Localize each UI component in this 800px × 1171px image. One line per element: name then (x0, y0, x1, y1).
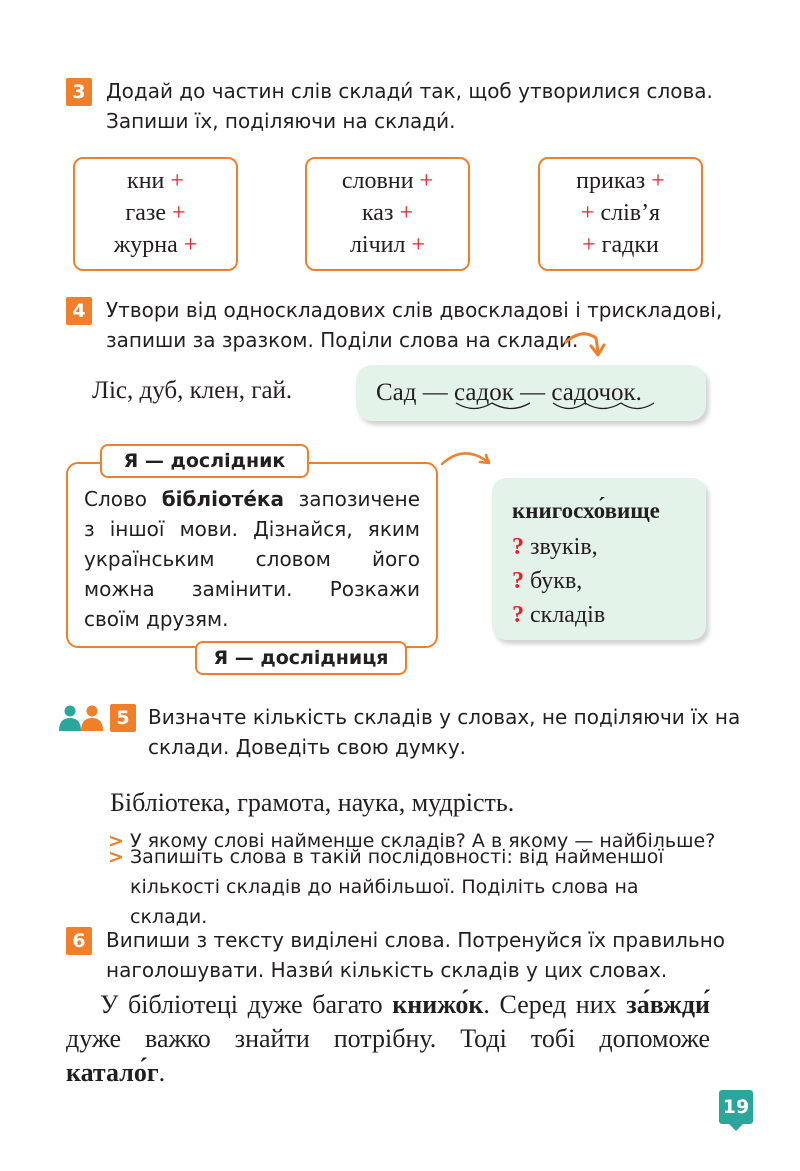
curved-arrow-icon (440, 446, 494, 470)
word-box-3 (538, 157, 703, 271)
bullet-marker: > (108, 846, 124, 868)
task5-instruction (148, 702, 740, 762)
word-part: каз + (362, 200, 413, 226)
task6-line2: наголошувати. Назви́ кількість складів у цих словах. (106, 958, 668, 982)
research-text: Слово бібліоте́ка запозичене з іншої мови. Дізнайся, яким українським словом його можна замінити. Розкажи своїм друзям. (84, 487, 420, 631)
highlighted-word: катало́г (66, 1058, 159, 1087)
task5-line2: склади. Доведіть свою думку. (148, 735, 467, 759)
analysis-word: книгосхо́вище (512, 498, 660, 523)
task-number-4: 4 (66, 297, 92, 325)
task3-instruction (106, 76, 713, 136)
task5-line1: Визначте кількість складів у словах, не поділяючи їх на (148, 705, 741, 729)
task3-line2: Запиши їх, поділяючи на склади́. (106, 109, 456, 133)
sample-dash: — (422, 379, 448, 406)
task-number-6: 6 (66, 927, 92, 955)
reading-passage: У бібліотеці дуже багато книжо́к. Серед них за́вжди́ дуже важко знайти потрібну. Тоді тобі допоможе катало́г. (66, 990, 711, 1087)
analysis-item: ? складів (512, 602, 606, 628)
word-part: + гадки (582, 232, 659, 258)
page-number: 19 (719, 1090, 753, 1124)
task3-line1: Додай до частин слів склади́ так, щоб утворилися слова. (106, 79, 713, 103)
task6-instruction (106, 925, 725, 985)
pair-work-icon (58, 704, 104, 732)
page-tab-pointer-icon (728, 1123, 744, 1132)
tag-researcher-female: Я — дослідниця (195, 641, 407, 675)
word-analysis-box (492, 478, 706, 640)
bullet-2-line2: кількості складів до найбільшої. Поділіть слова на склади. (130, 876, 639, 928)
highlighted-word: книжо́к (392, 990, 484, 1019)
task-number-5: 5 (110, 704, 136, 732)
task4-instruction (106, 295, 722, 355)
analysis-item: ? букв, (512, 568, 583, 594)
word-box-2 (305, 157, 470, 271)
task6-line1: Випиши з тексту виділені слова. Потренуйся їх правильно (106, 928, 726, 952)
syllable-arcs-icon (454, 401, 532, 413)
word-part: кни + (127, 168, 184, 194)
sample-dash: — (520, 379, 546, 406)
word-part: + слів’я (580, 200, 661, 226)
word-part: лічил + (349, 232, 426, 258)
task5-words: Бібліотека, грамота, наука, мудрість. (110, 788, 515, 817)
syllable-arcs-icon (551, 401, 657, 413)
research-box (66, 462, 438, 648)
sample-box: Сад — садок — садочок . (356, 365, 706, 421)
word-part: приказ + (576, 168, 665, 194)
bullet-marker: > (108, 830, 124, 852)
word-part: газе + (125, 200, 186, 226)
task4-line1: Утвори від односкладових слів двоскладові і трискладові, (106, 298, 723, 322)
bullet-item-2-text (108, 842, 718, 932)
word-part: словни + (341, 168, 434, 194)
word-box-1 (73, 157, 238, 271)
sample-word-1: Сад (376, 379, 417, 406)
curved-arrow-icon (562, 326, 610, 360)
bullet-2-line1: Запишіть слова в такій послідовності: від найменшої (130, 846, 664, 868)
task-number-3: 3 (66, 78, 92, 106)
word-part: журна + (113, 232, 198, 258)
analysis-item: ? звуків, (512, 534, 598, 560)
bullet-item-1: > У якому слові найменше складів? А в якому — найбільше? (108, 826, 718, 856)
task4-line2: запиши за зразком. Поділи слова на склади. (106, 328, 579, 352)
tag-researcher-male: Я — дослідник (100, 444, 309, 478)
task4-words: Ліс, дуб, клен, гай. (92, 377, 293, 404)
sample-word-2: садок (454, 365, 514, 421)
highlighted-word: за́вжди́ (626, 990, 711, 1019)
sample-word-3: садочок (551, 365, 635, 421)
